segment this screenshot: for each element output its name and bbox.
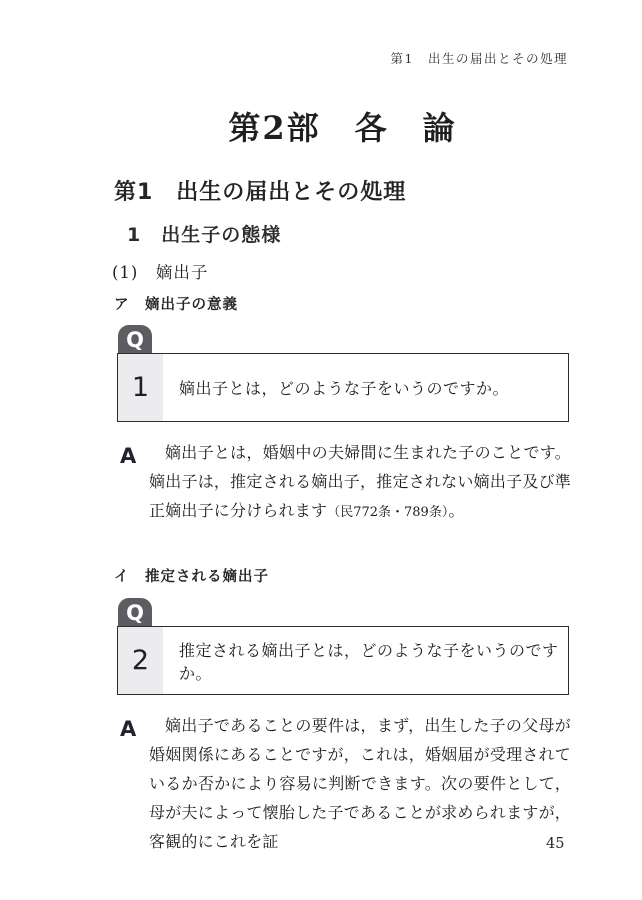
statute-reference: （民772条・789条） — [327, 505, 449, 520]
section-heading: 1 出生子の態様 — [127, 224, 282, 246]
question-text: 推定される嫡出子とは，どのような子をいうのですか。 — [179, 640, 559, 683]
question-box — [117, 626, 569, 695]
running-header: 第1 出生の届出とその処理 — [390, 51, 568, 66]
question-text: 嫡出子とは，どのような子をいうのですか。 — [179, 379, 510, 398]
q-tab-label: Q — [126, 328, 144, 352]
question-block-2 — [117, 598, 569, 695]
page-number: 45 — [546, 836, 565, 852]
answer-body: 嫡出子であることの要件は，まず，出生した子の父母が婚姻関係にあることですが，これは，婚姻届が受理されているか否かにより容易に判断できます。次の要件として，母が夫によって懐胎した子であることが求められますが，客観的にこれを証 — [149, 716, 571, 851]
chapter-heading: 第1 出生の届出とその処理 — [114, 180, 407, 205]
question-box — [117, 353, 569, 422]
answer-label-1: A — [120, 444, 137, 468]
answer-text-2 — [149, 711, 571, 856]
question-number: 2 — [118, 627, 163, 694]
subsection-heading: (1) 嫡出子 — [112, 263, 209, 282]
q-tab-label: Q — [126, 601, 144, 625]
answer-period: 。 — [448, 501, 465, 520]
answer-body: 嫡出子とは，婚姻中の夫婦間に生まれた子のことです。嫡出子は，推定される嫡出子，推定されない嫡出子及び準正嫡出子に分けられます — [149, 443, 571, 520]
item-heading-b: イ 推定される嫡出子 — [114, 569, 269, 585]
answer-text-1 — [149, 438, 571, 527]
question-number: 1 — [118, 354, 163, 421]
part-title: 第2部 各 論 — [228, 109, 457, 147]
question-block-1 — [117, 325, 569, 422]
item-heading-a: ア 嫡出子の意義 — [114, 297, 238, 313]
answer-label-2: A — [120, 717, 137, 741]
